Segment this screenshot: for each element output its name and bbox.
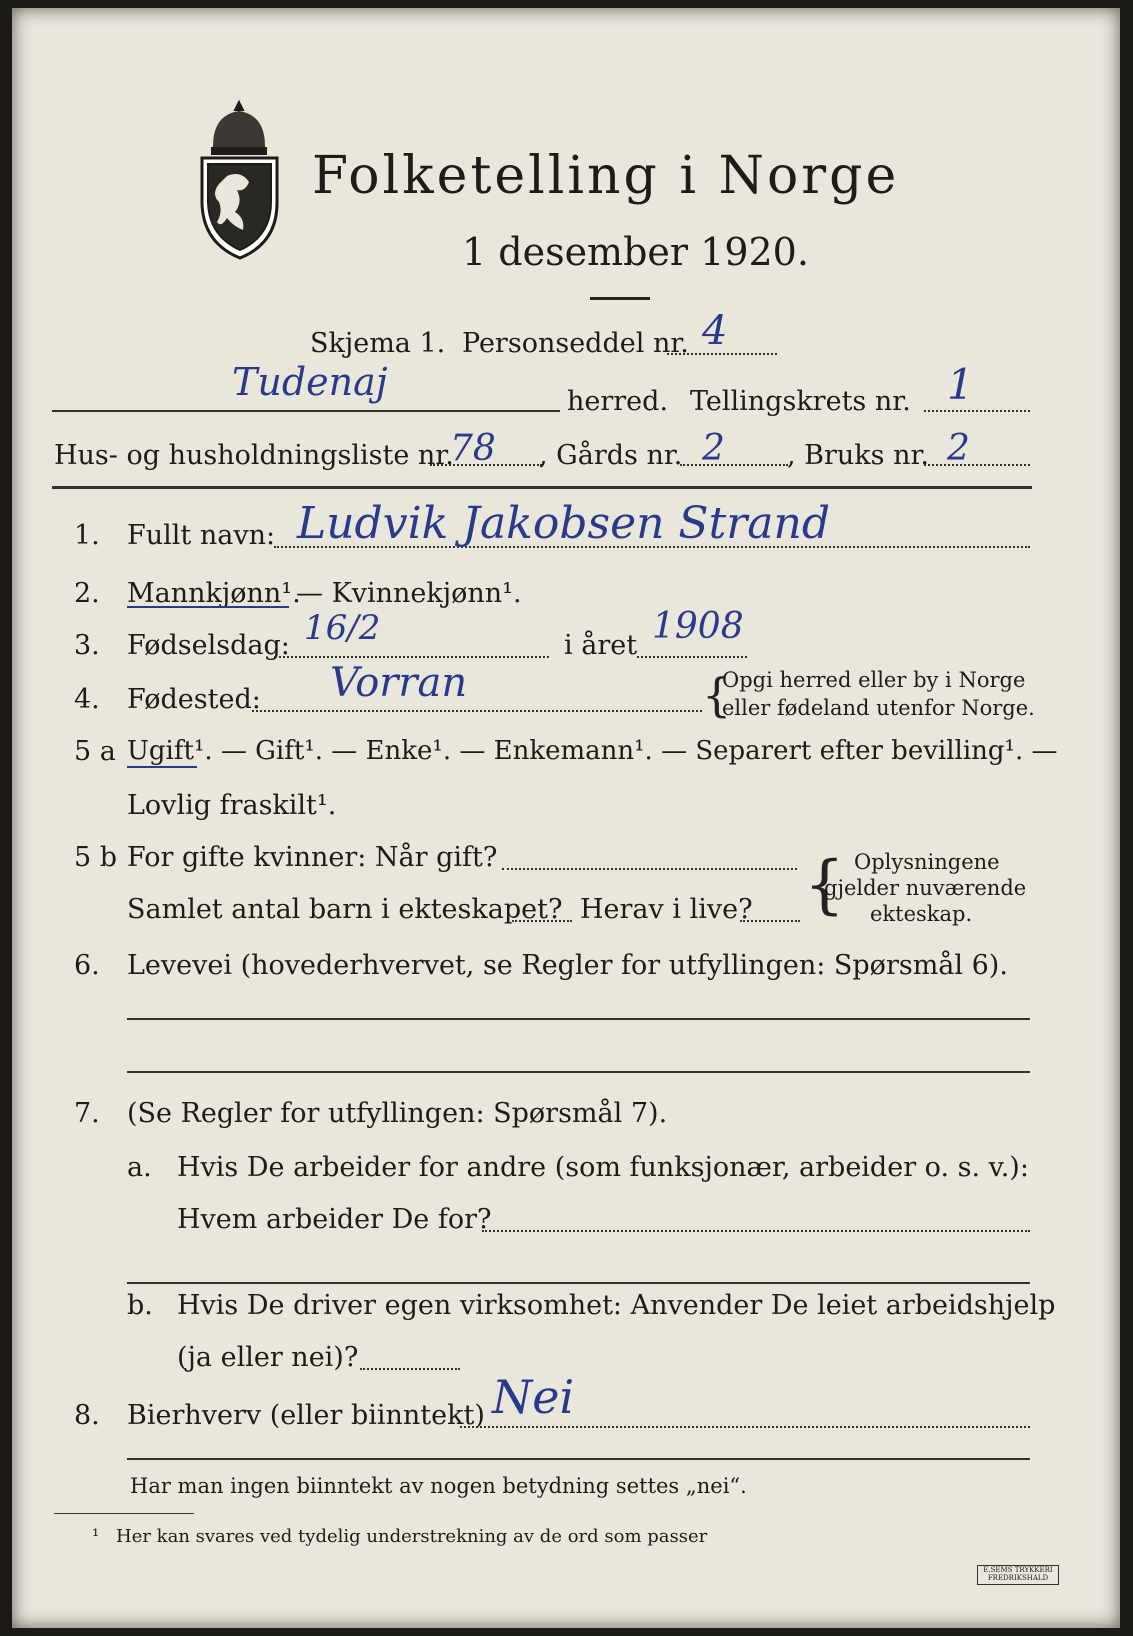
q4-note-2: eller fødeland utenfor Norge. (722, 696, 1035, 720)
children-count-field[interactable] (512, 920, 572, 922)
personseddel-value: 4 (702, 308, 728, 354)
hus-label: Hus- og husholdningsliste nr. (54, 440, 454, 471)
printer-stamp: E.SEMS TRYKKERI FREDRIKSHALD (977, 1565, 1059, 1585)
q2-number: 2. (74, 578, 100, 609)
children-alive-field[interactable] (740, 920, 800, 922)
q4-label: Fødested: (127, 684, 261, 715)
year-label: i året (564, 630, 638, 661)
q5b-label: For gifte kvinner: Når gift? (127, 842, 498, 873)
side-income-field[interactable] (460, 1426, 1030, 1428)
census-date: 1 desember 1920. (462, 230, 809, 274)
birthplace-value: Vorran (330, 660, 468, 706)
q8-number: 8. (74, 1400, 100, 1431)
gards-value: 2 (702, 428, 725, 469)
herred-field[interactable] (52, 410, 560, 412)
birthday-value: 16/2 (304, 608, 381, 648)
q4-number: 4. (74, 684, 100, 715)
footnote-text: Her kan svares ved tydelig understrekning av de ord som passer (116, 1526, 708, 1547)
q5b-note-1: Oplysningene (854, 850, 1000, 874)
header-divider (52, 486, 1032, 489)
q5b-note-3: ekteskap. (870, 902, 973, 926)
herred-label: herred. (567, 386, 669, 417)
q3-number: 3. (74, 630, 100, 661)
q4-brace: { (702, 668, 732, 722)
q5b-alive-label: Herav i live? (580, 894, 753, 925)
married-when-field[interactable] (502, 868, 797, 870)
bruks-label: , Bruks nr. (787, 440, 930, 471)
footnote-mark: ¹ (92, 1526, 100, 1547)
q8-label: Bierhverv (eller biinntekt) (127, 1400, 485, 1431)
q6-number: 6. (74, 950, 100, 981)
skjema-label: Skjema 1. (310, 328, 446, 359)
q3-label: Fødselsdag: (127, 630, 290, 661)
marital-status-options-2[interactable]: Lovlig fraskilt¹. (127, 790, 337, 821)
ugift-underline (127, 766, 197, 768)
tellingskrets-label: Tellingskrets nr. (690, 386, 911, 417)
q1-number: 1. (74, 520, 100, 551)
footer-note: Har man ingen biinntekt av nogen betydning settes „nei“. (130, 1474, 747, 1498)
title-divider (590, 297, 650, 300)
tellingskrets-value: 1 (947, 360, 974, 409)
form-title: Folketelling i Norge (312, 146, 900, 206)
marital-status-options[interactable]: Ugift¹. — Gift¹. — Enke¹. — Enkemann¹. — Separert efter bevilling¹. — (127, 736, 1058, 766)
q5b-brace: { (804, 848, 845, 922)
birthday-field[interactable] (274, 656, 549, 658)
gards-label: , Gårds nr. (539, 440, 683, 471)
q5b-note-2: gjelder nuværende (824, 876, 1027, 900)
q7-label: (Se Regler for utfyllingen: Spørsmål 7). (127, 1098, 668, 1129)
bruks-field[interactable] (924, 464, 1030, 466)
bruks-value: 2 (947, 428, 970, 469)
birthplace-field[interactable] (252, 710, 702, 712)
employer-field[interactable] (482, 1230, 1030, 1232)
male-underline (127, 606, 289, 608)
birth-year-field[interactable] (637, 656, 747, 658)
q5a-number: 5 a (74, 736, 116, 767)
q5b-children-label: Samlet antal barn i ekteskapet? (127, 894, 563, 925)
q7a-label: Hvis De arbeider for andre (som funksjonær, arbeider o. s. v.): (177, 1152, 1029, 1183)
full-name-value: Ludvik Jakobsen Strand (297, 498, 831, 549)
side-income-value: Nei (492, 1370, 575, 1424)
q7b-label-2: (ja eller nei)? (177, 1342, 359, 1373)
occupation-field-1[interactable] (127, 1018, 1030, 1020)
birth-year-value: 1908 (652, 606, 744, 647)
q2-male[interactable]: Mannkjønn¹. (127, 578, 301, 609)
q7-number: 7. (74, 1098, 100, 1129)
gards-field[interactable] (680, 464, 788, 466)
q7b-letter: b. (127, 1290, 153, 1321)
q7b-label: Hvis De driver egen virksomhet: Anvender De leiet arbeidshjelp (177, 1290, 1056, 1321)
q1-label: Fullt navn: (127, 520, 276, 551)
hired-help-field[interactable] (360, 1368, 460, 1370)
q4-note-1: Opgi herred eller by i Norge (722, 668, 1026, 692)
hus-value: 78 (450, 428, 496, 469)
coat-of-arms-icon (192, 96, 287, 261)
census-form-page (12, 8, 1120, 1628)
employer-field-2[interactable] (127, 1282, 1030, 1284)
q7a-employer-label: Hvem arbeider De for? (177, 1204, 492, 1235)
q6-label: Levevei (hovederhvervet, se Regler for utfyllingen: Spørsmål 6). (127, 950, 1008, 981)
occupation-field-2[interactable] (127, 1071, 1030, 1073)
q5b-number: 5 b (74, 842, 118, 873)
q7a-letter: a. (127, 1152, 152, 1183)
personseddel-label: Personseddel nr. (462, 328, 689, 359)
tellingskrets-field[interactable] (924, 410, 1030, 412)
side-income-field-2[interactable] (127, 1458, 1030, 1460)
q2-female[interactable]: — Kvinnekjønn¹. (296, 578, 522, 609)
herred-value: Tudenaj (232, 360, 388, 404)
footnote-rule (54, 1513, 194, 1514)
